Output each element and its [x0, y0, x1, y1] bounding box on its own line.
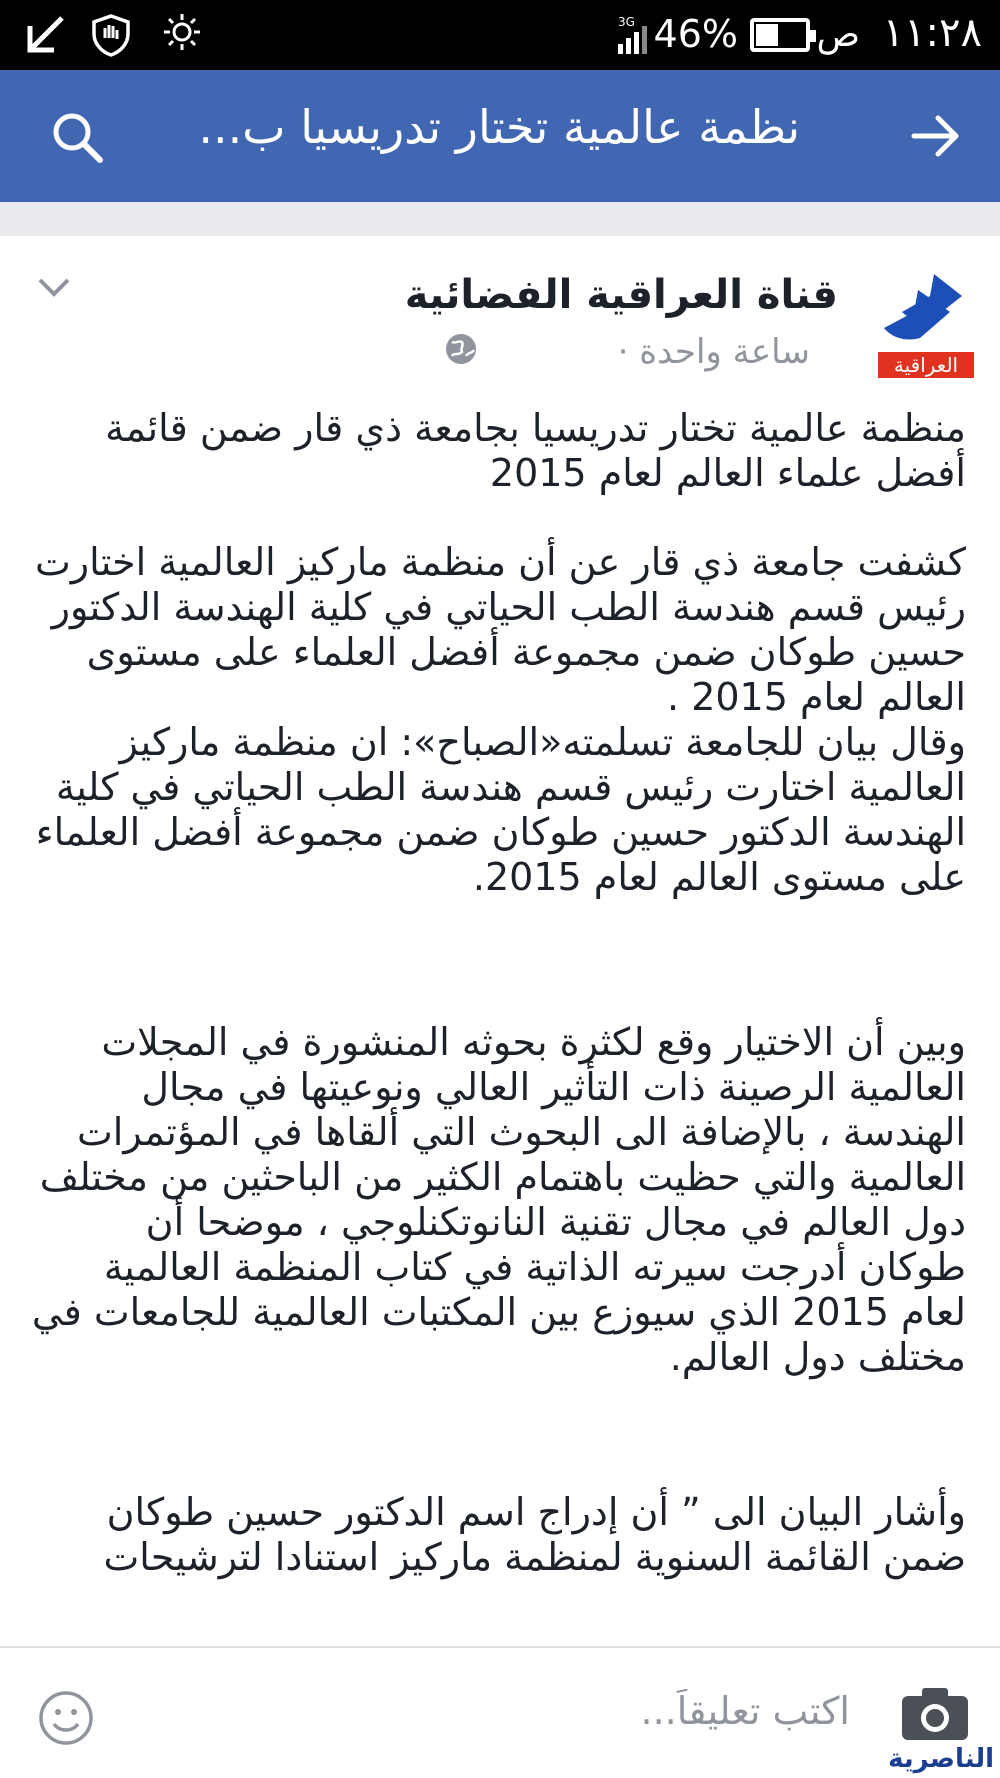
- post-card: [0, 236, 1000, 1646]
- battery-percent: 46%: [653, 12, 738, 56]
- post-body: [31, 406, 966, 1580]
- post-paragraph: وأشار البيان الى ” أن إدراج اسم الدكتور حسين طوكان ضمن القائمة السنوية لمنظمة ماركيز استنادا لترشيحات: [103, 1490, 966, 1579]
- globe-icon: [444, 332, 478, 366]
- battery-icon: [750, 18, 810, 52]
- network-label: 3G: [618, 15, 635, 29]
- camera-icon[interactable]: [900, 1686, 970, 1742]
- status-time: ١١:٢٨: [882, 10, 982, 56]
- shield-hand-icon: [88, 12, 134, 58]
- brightness-icon: [162, 12, 202, 52]
- smiley-icon[interactable]: [38, 1690, 94, 1746]
- feed-divider: [0, 202, 1000, 236]
- post-paragraph: وقال بيان للجامعة تسلمته«الصباح»: ان منظمة ماركيز العالمية اختارت رئيس قسم هندسة الطب الحياتي في كلية الهندسة الدكتور حسين طوكان ضمن مجموعة أفضل العلماء على مستوى العالم لعام 2015.: [35, 720, 966, 899]
- arrow-right-icon[interactable]: [910, 112, 962, 160]
- missed-call-arrow-icon: [22, 12, 68, 58]
- avatar-label: العراقية: [878, 352, 974, 378]
- comment-input[interactable]: [230, 1676, 850, 1746]
- page-avatar[interactable]: [874, 266, 978, 378]
- iraqiya-logo-icon: [874, 266, 978, 352]
- watermark-logo: الناصرية: [888, 1744, 994, 1774]
- header-title: نظمة عالمية تختار تدريسيا ب...: [198, 100, 800, 154]
- post-headline: منظمة عالمية تختار تدريسيا بجامعة ذي قار ضمن قائمة أفضل علماء العالم لعام 2015: [105, 406, 966, 495]
- battery-fill: [756, 24, 778, 46]
- status-ampm: ص: [816, 14, 860, 55]
- chevron-down-icon[interactable]: [36, 276, 72, 300]
- search-icon[interactable]: [50, 110, 106, 166]
- post-paragraph: وبين أن الاختيار وقع لكثرة بحوثه المنشورة في المجلات العالمية الرصينة ذات التأثير العالي ونوعيتها في مجال الهندسة ، بالإضافة الى البحوث التي ألقاها في المؤتمرات العالمية والتي حظيت باهتمام الكثير من الباحثين من مختلف دول العالم في مجال تقنية النانوتكنلوجي ، موضحا أن طوكان أدرجت سيرته الذاتية في كتاب المنظمة العالمية لعام 2015 الذي سيوزع بين المكتبات العالمية للجامعات في مختلف دول العالم.: [31, 1020, 966, 1379]
- signal-3g-icon: [614, 14, 650, 56]
- page-name-link[interactable]: قناة العراقية الفضائية: [404, 272, 838, 318]
- post-timestamp[interactable]: ساعة واحدة ·: [617, 332, 810, 372]
- post-paragraph: كشفت جامعة ذي قار عن أن منظمة ماركيز العالمية اختارت رئيس قسم هندسة الطب الحياتي في كلية الهندسة الدكتور حسين طوكان ضمن مجموعة أفضل العلماء على مستوى العالم لعام 2015 .: [35, 540, 966, 719]
- comment-bar: [0, 1646, 1000, 1778]
- status-bar: [0, 0, 1000, 70]
- app-header: [0, 70, 1000, 202]
